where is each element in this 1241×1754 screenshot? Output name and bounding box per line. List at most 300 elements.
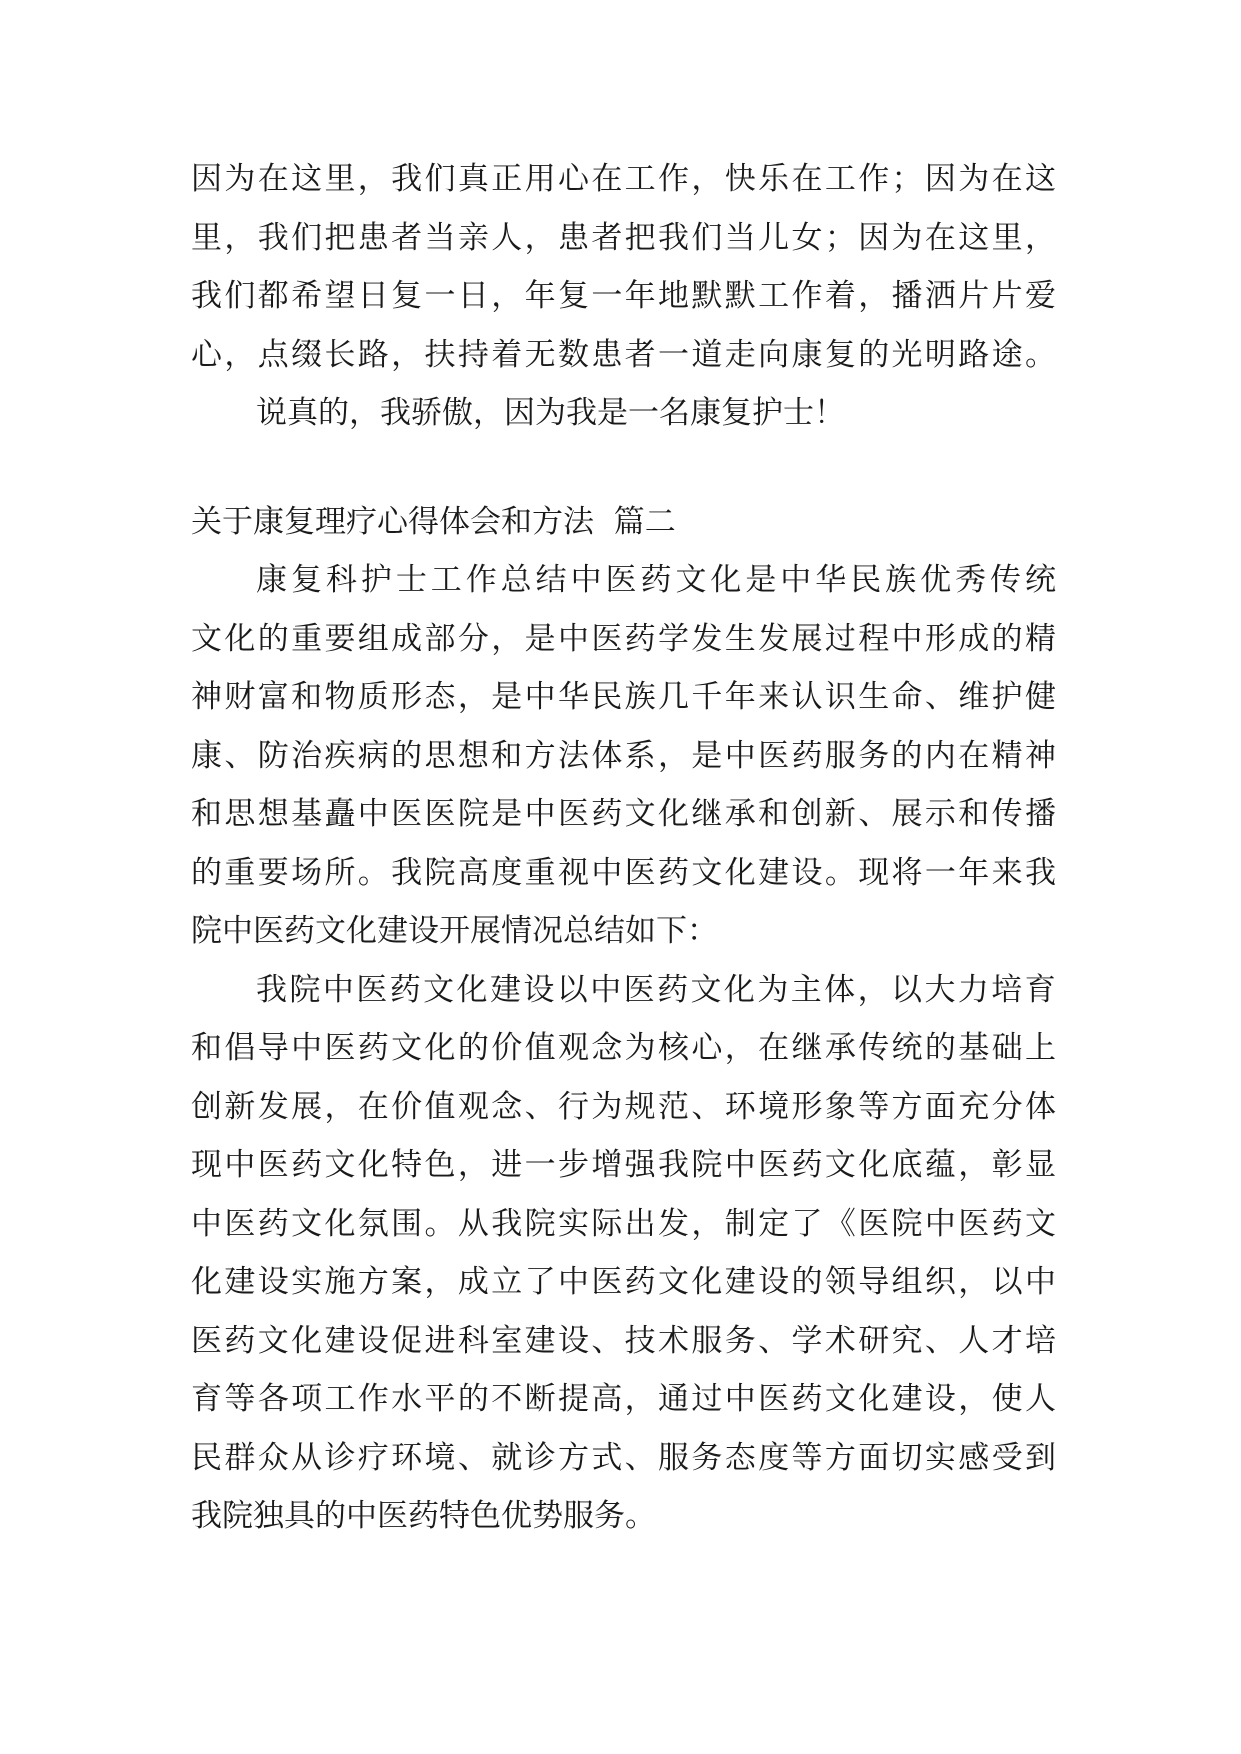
glyph: 氛 <box>357 1205 389 1242</box>
glyph: 制 <box>724 1205 756 1242</box>
glyph: 展 <box>291 1088 323 1125</box>
glyph: 中 <box>591 854 623 891</box>
glyph: 药 <box>791 1381 823 1417</box>
glyph: 心 <box>557 161 589 197</box>
glyph: 复 <box>824 336 856 373</box>
glyph: 认 <box>791 679 823 715</box>
glyph: 着 <box>491 336 523 373</box>
glyph: 建 <box>489 971 521 1008</box>
glyph: 基 <box>291 796 323 832</box>
glyph: 心 <box>691 1030 723 1066</box>
glyph: 的 <box>991 620 1023 657</box>
glyph: 众 <box>257 1439 289 1476</box>
glyph: 高 <box>591 1381 623 1417</box>
glyph: 设 <box>557 1322 589 1359</box>
glyph: 进 <box>491 1147 523 1183</box>
glyph: 结 <box>535 562 567 598</box>
glyph: 体 <box>591 737 623 774</box>
glyph: 医 <box>257 1147 289 1183</box>
glyph: 一 <box>658 336 690 373</box>
glyph: 从 <box>457 1205 489 1242</box>
glyph: ； <box>891 161 923 197</box>
glyph: 示 <box>924 796 956 832</box>
glyph: 态 <box>424 679 456 715</box>
glyph: 维 <box>958 679 990 715</box>
glyph: 值 <box>524 1030 556 1066</box>
glyph: 提 <box>557 1381 589 1417</box>
glyph: 当 <box>424 219 456 256</box>
glyph: 健 <box>1024 679 1056 715</box>
glyph: 生 <box>724 620 756 657</box>
glyph: 、 <box>858 796 890 832</box>
glyph: 的 <box>791 1264 823 1300</box>
glyph: 究 <box>891 1322 923 1359</box>
glyph: 化 <box>291 1322 323 1359</box>
glyph: 建 <box>758 854 790 891</box>
glyph: 优 <box>920 562 952 598</box>
glyph: 强 <box>624 1147 656 1183</box>
glyph: 中 <box>1024 1264 1056 1300</box>
glyph: 明 <box>924 336 956 373</box>
glyph: 统 <box>891 1030 923 1066</box>
glyph: 我 <box>491 1205 523 1242</box>
glyph: 领 <box>824 1264 856 1300</box>
glyph: 研 <box>858 1322 890 1359</box>
glyph: 因 <box>924 161 956 197</box>
glyph: 医 <box>356 971 388 1008</box>
glyph: 导 <box>257 1030 289 1066</box>
glyph: 路 <box>958 336 990 373</box>
glyph: 为 <box>624 1030 656 1066</box>
glyph: 中 <box>224 1147 256 1183</box>
glyph: 务 <box>858 737 890 774</box>
glyph: 和 <box>191 796 222 832</box>
glyph: 中 <box>891 620 923 657</box>
glyph: 默 <box>724 278 756 314</box>
glyph: 。 <box>424 1205 456 1242</box>
glyph: 观 <box>457 1088 489 1125</box>
glyph: 我 <box>658 1147 690 1183</box>
glyph: 中 <box>557 1264 589 1300</box>
glyph: 在 <box>591 161 623 197</box>
glyph: 。 <box>824 854 856 891</box>
glyph: 康 <box>191 737 222 774</box>
glyph: 中 <box>724 1381 756 1417</box>
glyph: 和 <box>291 679 323 715</box>
glyph: ， <box>858 278 890 314</box>
text-line <box>191 785 1056 844</box>
text-line <box>191 961 1056 1020</box>
document-body <box>191 150 1056 1546</box>
glyph: 播 <box>1024 796 1056 832</box>
glyph: 念 <box>491 1088 523 1125</box>
glyph: 我 <box>1024 854 1056 891</box>
glyph: 中 <box>357 796 389 832</box>
glyph: 年 <box>958 854 990 891</box>
glyph: 里 <box>191 219 222 256</box>
glyph: 点 <box>257 336 289 373</box>
glyph: 了 <box>524 1264 556 1300</box>
glyph: 群 <box>224 1439 256 1476</box>
glyph: 们 <box>691 219 723 256</box>
glyph: 形 <box>391 679 423 715</box>
glyph: 片 <box>958 278 990 314</box>
glyph: 进 <box>424 1322 456 1359</box>
glyph: 体 <box>824 971 856 1008</box>
glyph: 洒 <box>924 278 956 314</box>
glyph: 作 <box>465 562 497 598</box>
glyph: 法 <box>557 737 589 774</box>
glyph: 分 <box>457 620 489 657</box>
glyph: 来 <box>758 679 790 715</box>
glyph: 到 <box>1024 1439 1056 1476</box>
glyph: 里 <box>324 161 356 197</box>
glyph: 药 <box>791 737 823 774</box>
glyph: 药 <box>224 1322 256 1359</box>
glyph: 是 <box>491 679 523 715</box>
glyph: 族 <box>885 562 917 598</box>
glyph: 作 <box>658 161 690 197</box>
glyph: 的 <box>257 620 289 657</box>
glyph: 生 <box>858 679 890 715</box>
glyph: 作 <box>858 161 890 197</box>
glyph: 培 <box>991 971 1023 1008</box>
glyph: 发 <box>691 620 723 657</box>
glyph: 都 <box>257 278 289 314</box>
glyph: 方 <box>524 737 556 774</box>
glyph: 神 <box>1024 737 1056 774</box>
glyph: 作 <box>357 1381 389 1417</box>
glyph: 等 <box>224 1381 256 1417</box>
glyph: 走 <box>724 336 756 373</box>
glyph: 片 <box>991 278 1023 314</box>
glyph: 文 <box>257 1322 289 1359</box>
glyph: 爱 <box>1024 278 1056 314</box>
glyph: 药 <box>658 854 690 891</box>
text-line <box>191 267 1056 326</box>
text-line <box>191 1136 1056 1195</box>
glyph: 组 <box>357 620 389 657</box>
glyph: 人 <box>491 219 523 256</box>
glyph: 项 <box>291 1381 323 1417</box>
glyph: 重 <box>524 854 556 891</box>
glyph: ； <box>824 219 856 256</box>
glyph: 念 <box>591 1030 623 1066</box>
glyph: 了 <box>791 1205 823 1242</box>
glyph: ， <box>691 161 723 197</box>
glyph: 医 <box>191 1322 222 1359</box>
glyph: 为 <box>591 1088 623 1125</box>
glyph: 医 <box>758 1381 790 1417</box>
glyph: 药 <box>624 620 656 657</box>
glyph: 发 <box>658 1205 690 1242</box>
text-line <box>191 326 1056 385</box>
glyph: 出 <box>624 1205 656 1242</box>
glyph: 院 <box>457 796 489 832</box>
glyph: 中 <box>590 971 622 1008</box>
glyph: 导 <box>858 1264 890 1300</box>
glyph: 《 <box>824 1205 856 1242</box>
text-line <box>191 1312 1056 1371</box>
glyph: 医 <box>591 1264 623 1300</box>
glyph: 医 <box>224 1205 256 1242</box>
glyph: 面 <box>924 1088 956 1125</box>
glyph: 默 <box>691 278 723 314</box>
glyph: 化 <box>710 562 742 598</box>
glyph: 者 <box>591 219 623 256</box>
glyph: 通 <box>658 1381 690 1417</box>
paragraph-2 <box>191 384 1056 443</box>
glyph: 防 <box>257 737 289 774</box>
glyph: 药 <box>991 1205 1023 1242</box>
glyph: 围 <box>391 1205 423 1242</box>
glyph: 设 <box>357 1322 389 1359</box>
glyph: 数 <box>557 336 589 373</box>
glyph: 体 <box>1024 1088 1056 1125</box>
text-line <box>191 610 1056 669</box>
glyph: 们 <box>424 161 456 197</box>
glyph: 是 <box>745 562 777 598</box>
glyph: 发 <box>257 1088 289 1125</box>
glyph: ， <box>491 620 523 657</box>
glyph: 定 <box>758 1205 790 1242</box>
glyph: 无 <box>524 336 556 373</box>
glyph: 康 <box>256 562 287 598</box>
glyph: 途 <box>991 336 1023 373</box>
glyph: 这 <box>1024 161 1056 197</box>
glyph: 蕴 <box>924 1147 956 1183</box>
glyph: 儿 <box>758 219 790 256</box>
glyph: 化 <box>858 1381 890 1417</box>
glyph: 千 <box>691 679 723 715</box>
glyph: 一 <box>524 1147 556 1183</box>
glyph: 识 <box>824 679 856 715</box>
glyph: 建 <box>224 1264 256 1300</box>
glyph: 实 <box>557 1205 589 1242</box>
glyph: 范 <box>658 1088 690 1125</box>
glyph: 上 <box>1024 1030 1056 1066</box>
glyph: 化 <box>456 971 488 1008</box>
heading-text: 关于康复理疗心得体会和方法 篇二 <box>191 503 676 540</box>
glyph: 和 <box>758 796 790 832</box>
glyph: 为 <box>224 161 256 197</box>
glyph: 以 <box>891 971 923 1008</box>
glyph: 创 <box>791 796 823 832</box>
glyph: 为 <box>757 971 789 1008</box>
glyph: 神 <box>191 679 222 715</box>
glyph: 护 <box>991 679 1023 715</box>
glyph: 和 <box>191 1030 222 1066</box>
glyph: 特 <box>391 1147 423 1183</box>
glyph: 秀 <box>955 562 987 598</box>
glyph: 这 <box>958 219 990 256</box>
glyph: ， <box>357 161 389 197</box>
glyph: 几 <box>658 679 690 715</box>
glyph: 组 <box>891 1264 923 1300</box>
glyph: 从 <box>291 1439 323 1476</box>
glyph: 思 <box>224 796 256 832</box>
glyph: 促 <box>391 1322 423 1359</box>
glyph: 境 <box>424 1439 456 1476</box>
glyph: 学 <box>791 1322 823 1359</box>
glyph: 在 <box>991 161 1023 197</box>
glyph: 服 <box>658 1439 690 1476</box>
glyph: 织 <box>924 1264 956 1300</box>
text-line <box>191 1078 1056 1137</box>
glyph: 药 <box>791 1147 823 1183</box>
text-line <box>191 209 1056 268</box>
glyph: 面 <box>858 1439 890 1476</box>
glyph: 路 <box>357 336 389 373</box>
glyph: 我 <box>256 971 287 1008</box>
glyph: 系 <box>624 737 656 774</box>
glyph: ， <box>624 1381 656 1417</box>
glyph: 化 <box>691 1264 723 1300</box>
glyph: 持 <box>457 336 489 373</box>
glyph: 我 <box>391 161 423 197</box>
glyph: 、 <box>224 737 256 774</box>
glyph: 承 <box>824 1030 856 1066</box>
glyph: 矗 <box>324 796 356 832</box>
glyph: 心 <box>191 336 222 373</box>
glyph: 药 <box>357 1030 389 1066</box>
text-line: 我院独具的中医药特色优势服务。 <box>191 1498 656 1534</box>
glyph: 力 <box>957 971 989 1008</box>
glyph: 诊 <box>324 1439 356 1476</box>
text-line <box>191 727 1056 786</box>
glyph: 环 <box>724 1088 756 1125</box>
glyph: 育 <box>191 1381 222 1417</box>
glyph: ， <box>491 278 523 314</box>
glyph: 科 <box>457 1322 489 1359</box>
glyph: ， <box>658 737 690 774</box>
glyph: 文 <box>191 620 222 657</box>
glyph: 工 <box>758 278 790 314</box>
glyph: 育 <box>1024 971 1056 1008</box>
glyph: 想 <box>457 737 489 774</box>
glyph: 的 <box>924 1030 956 1066</box>
glyph: 文 <box>824 1381 856 1417</box>
glyph: 用 <box>524 161 556 197</box>
glyph: 承 <box>724 796 756 832</box>
glyph: 学 <box>658 620 690 657</box>
glyph: 新 <box>224 1088 256 1125</box>
glyph: 光 <box>891 336 923 373</box>
glyph: 度 <box>758 1439 790 1476</box>
glyph: 诊 <box>524 1439 556 1476</box>
glyph: 化 <box>357 1147 389 1183</box>
glyph: 培 <box>1024 1322 1056 1359</box>
glyph: 的 <box>457 1030 489 1066</box>
glyph: 正 <box>491 161 523 197</box>
glyph: 的 <box>891 737 923 774</box>
glyph: 、 <box>691 1088 723 1125</box>
glyph: 护 <box>360 562 392 598</box>
glyph: 和 <box>491 737 523 774</box>
glyph: 观 <box>557 1030 589 1066</box>
text-line: 说真的，我骄傲，因为我是一名康复护士！ <box>256 395 845 431</box>
glyph: 药 <box>389 971 421 1008</box>
glyph: 服 <box>824 737 856 774</box>
glyph: 医 <box>858 1205 890 1242</box>
glyph: 、 <box>924 679 956 715</box>
glyph: 工 <box>824 161 856 197</box>
section-heading <box>191 493 1056 552</box>
glyph: 望 <box>324 278 356 314</box>
glyph: 因 <box>191 161 222 197</box>
glyph: 传 <box>991 796 1023 832</box>
glyph: 者 <box>624 336 656 373</box>
glyph: 化 <box>723 971 755 1008</box>
glyph: 文 <box>691 854 723 891</box>
glyph: 我 <box>391 854 423 891</box>
glyph: 断 <box>524 1381 556 1417</box>
glyph: 使 <box>991 1381 1023 1417</box>
glyph: 是 <box>524 620 556 657</box>
glyph: ， <box>224 336 256 373</box>
glyph: 场 <box>291 854 323 891</box>
glyph: 院 <box>891 1205 923 1242</box>
glyph: 就 <box>491 1439 523 1476</box>
glyph: 中 <box>291 1030 323 1066</box>
glyph: 医 <box>605 562 637 598</box>
glyph: 民 <box>191 1439 222 1476</box>
glyph: 等 <box>858 1088 890 1125</box>
glyph: 富 <box>257 679 289 715</box>
glyph: 工 <box>430 562 462 598</box>
glyph: 中 <box>524 796 556 832</box>
glyph: 我 <box>257 219 289 256</box>
glyph: 把 <box>624 219 656 256</box>
glyph: 文 <box>324 1147 356 1183</box>
glyph: ， <box>958 1264 990 1300</box>
glyph: 设 <box>924 1381 956 1417</box>
glyph: 。 <box>1024 336 1056 373</box>
glyph: 文 <box>824 1147 856 1183</box>
glyph: ， <box>457 1147 489 1183</box>
glyph: 工 <box>624 161 656 197</box>
glyph: 和 <box>958 796 990 832</box>
glyph: 境 <box>758 1088 790 1125</box>
glyph: 医 <box>958 1205 990 1242</box>
glyph: 疗 <box>357 1439 389 1476</box>
glyph: 族 <box>624 679 656 715</box>
glyph: 们 <box>224 278 256 314</box>
glyph: 服 <box>691 1322 723 1359</box>
glyph: 要 <box>257 854 289 891</box>
glyph: 设 <box>523 971 555 1008</box>
glyph: 等 <box>791 1439 823 1476</box>
glyph: 案 <box>391 1264 423 1300</box>
glyph: 化 <box>858 1147 890 1183</box>
glyph: 术 <box>824 1322 856 1359</box>
glyph: 复 <box>557 278 589 314</box>
glyph: 在 <box>924 219 956 256</box>
glyph: 当 <box>724 219 756 256</box>
glyph: 际 <box>591 1205 623 1242</box>
glyph: ， <box>1024 219 1056 256</box>
glyph: 部 <box>424 620 456 657</box>
glyph: 中 <box>924 1205 956 1242</box>
glyph: 文 <box>658 1264 690 1300</box>
glyph: 扶 <box>424 336 456 373</box>
glyph: 。 <box>357 854 389 891</box>
glyph: 础 <box>991 1030 1023 1066</box>
glyph: 一 <box>924 854 956 891</box>
glyph: 院 <box>424 854 456 891</box>
glyph: 工 <box>324 1381 356 1417</box>
glyph: 继 <box>791 1030 823 1066</box>
